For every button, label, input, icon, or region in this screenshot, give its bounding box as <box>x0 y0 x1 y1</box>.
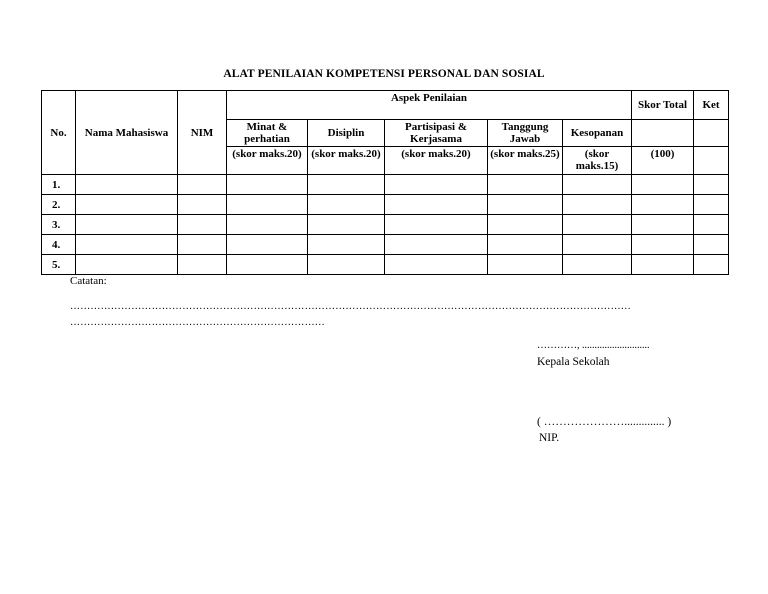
signature-name-line: ( ………………….............. ) <box>537 416 672 428</box>
row-number: 3. <box>42 215 76 235</box>
cell <box>227 235 308 255</box>
header-aspect-label: Kesopanan <box>563 120 632 147</box>
notes-line-1: ………………………………………………………………………………………………………………………………………………… <box>70 301 631 312</box>
table-row <box>42 215 729 235</box>
cell <box>563 235 632 255</box>
cell <box>694 215 729 235</box>
notes-line-2: ………………………………………………………………… <box>70 317 325 328</box>
document-title: ALAT PENILAIAN KOMPETENSI PERSONAL DAN SOSIAL <box>223 68 545 80</box>
table-row <box>42 255 729 275</box>
table-row <box>42 175 729 195</box>
cell <box>385 255 488 275</box>
cell <box>385 195 488 215</box>
cell <box>563 255 632 275</box>
cell <box>694 255 729 275</box>
header-ket: Ket <box>694 91 729 120</box>
cell <box>694 195 729 215</box>
cell <box>227 255 308 275</box>
header-aspect-max: (skor maks.15) <box>563 147 632 175</box>
cell <box>178 175 227 195</box>
header-aspect-label: Tanggung Jawab <box>488 120 563 147</box>
cell <box>632 175 694 195</box>
assessment-table <box>41 90 729 275</box>
header-aspect-max: (skor maks.20) <box>308 147 385 175</box>
header-nama-mahasiswa: Nama Mahasiswa <box>76 91 178 175</box>
header-aspect-label: Disiplin <box>308 120 385 147</box>
table-row <box>42 235 729 255</box>
cell <box>385 175 488 195</box>
cell <box>227 215 308 235</box>
cell <box>76 175 178 195</box>
cell <box>178 255 227 275</box>
cell <box>178 215 227 235</box>
cell <box>178 235 227 255</box>
signature-nip: NIP. <box>539 432 560 444</box>
cell <box>308 215 385 235</box>
header-skor-total: Skor Total <box>632 91 694 120</box>
header-aspect-max: (skor maks.20) <box>227 147 308 175</box>
row-number: 5. <box>42 255 76 275</box>
header-aspect-max: (skor maks.20) <box>385 147 488 175</box>
cell <box>488 215 563 235</box>
cell <box>227 175 308 195</box>
signature-role: Kepala Sekolah <box>537 356 610 368</box>
cell <box>178 195 227 215</box>
cell <box>563 215 632 235</box>
cell <box>308 195 385 215</box>
cell <box>563 175 632 195</box>
row-number: 1. <box>42 175 76 195</box>
cell <box>694 235 729 255</box>
header-aspect-max: (skor maks.25) <box>488 147 563 175</box>
signature-place-date: …………, ........................... <box>537 340 650 351</box>
header-blank-cell <box>694 147 729 175</box>
cell <box>385 215 488 235</box>
header-aspek-penilaian: Aspek Penilaian <box>227 91 632 120</box>
cell <box>76 195 178 215</box>
cell <box>694 175 729 195</box>
row-number: 4. <box>42 235 76 255</box>
header-skor-total-max: (100) <box>632 147 694 175</box>
cell <box>632 235 694 255</box>
cell <box>488 255 563 275</box>
table-row <box>42 195 729 215</box>
cell <box>488 175 563 195</box>
header-blank-cell <box>694 120 729 147</box>
cell <box>563 195 632 215</box>
cell <box>76 255 178 275</box>
header-nim: NIM <box>178 91 227 175</box>
header-aspect-label: Partisipasi & Kerjasama <box>385 120 488 147</box>
cell <box>488 195 563 215</box>
cell <box>632 255 694 275</box>
header-no: No. <box>42 91 76 175</box>
cell <box>632 195 694 215</box>
cell <box>308 235 385 255</box>
cell <box>227 195 308 215</box>
cell <box>76 215 178 235</box>
header-blank-cell <box>632 120 694 147</box>
header-aspect-label: Minat & perhatian <box>227 120 308 147</box>
cell <box>308 175 385 195</box>
notes-label: Catatan: <box>70 275 107 287</box>
cell <box>488 235 563 255</box>
cell <box>76 235 178 255</box>
cell <box>308 255 385 275</box>
row-number: 2. <box>42 195 76 215</box>
cell <box>632 215 694 235</box>
cell <box>385 235 488 255</box>
